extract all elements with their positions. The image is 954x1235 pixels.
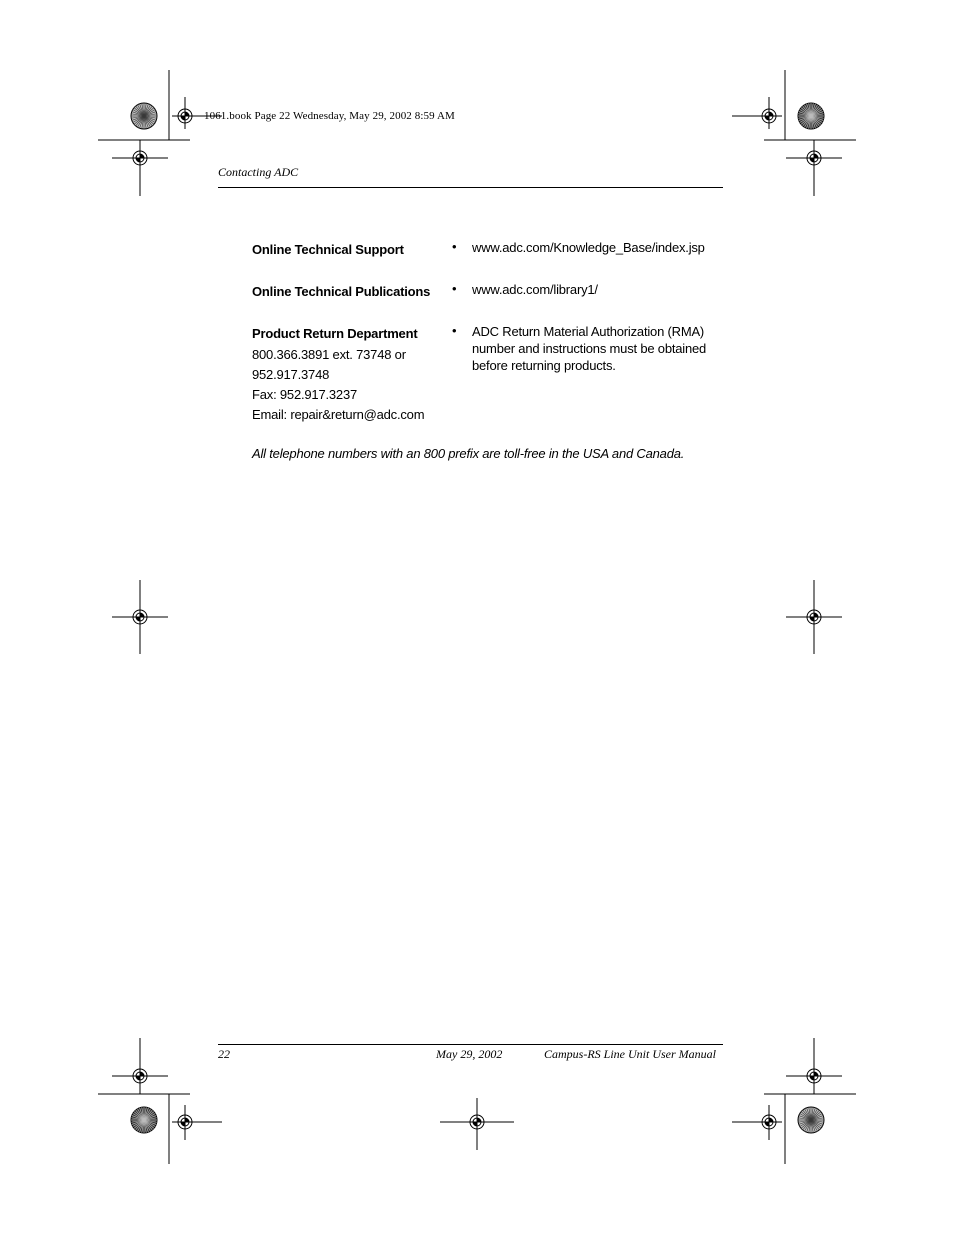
bullet-icon: •: [452, 239, 457, 254]
registration-star-icon: [131, 103, 157, 129]
footer-rule: [218, 1044, 723, 1045]
publications-url[interactable]: www.adc.com/library1/: [472, 282, 598, 297]
return-email: Email: repair&return@adc.com: [252, 407, 425, 422]
bullet-icon: •: [452, 281, 457, 296]
header-rule: [218, 187, 723, 188]
registration-star-icon: [798, 1107, 824, 1133]
registration-star-icon: [798, 103, 824, 129]
return-phone-line: 800.366.3891 ext. 73748 or: [252, 347, 406, 362]
support-url[interactable]: www.adc.com/Knowledge_Base/index.jsp: [472, 240, 705, 255]
rma-instructions-line-3: before returning products.: [472, 358, 616, 373]
registration-star-icon: [131, 1107, 157, 1133]
bullet-icon: •: [452, 323, 457, 338]
contact-label-online-technical-support: Online Technical Support: [252, 242, 404, 257]
return-fax: Fax: 952.917.3237: [252, 387, 358, 402]
footer-manual-title: Campus-RS Line Unit User Manual: [544, 1047, 716, 1061]
running-header: Contacting ADC: [218, 165, 299, 179]
rma-instructions-line-2: number and instructions must be obtained: [472, 341, 707, 356]
rma-instructions-line-1: ADC Return Material Authorization (RMA): [472, 324, 705, 339]
footer-date: May 29, 2002: [436, 1047, 503, 1061]
contact-label-product-return-department: Product Return Department: [252, 326, 418, 341]
toll-free-note: All telephone numbers with an 800 prefix are toll-free in the USA and Canada.: [252, 446, 685, 461]
print-slug: 1061.book Page 22 Wednesday, May 29, 2002 8:59 AM: [204, 110, 455, 122]
return-phone-alt: 952.917.3748: [252, 367, 330, 382]
contact-label-online-technical-publications: Online Technical Publications: [252, 284, 431, 299]
page-number: 22: [218, 1047, 230, 1061]
